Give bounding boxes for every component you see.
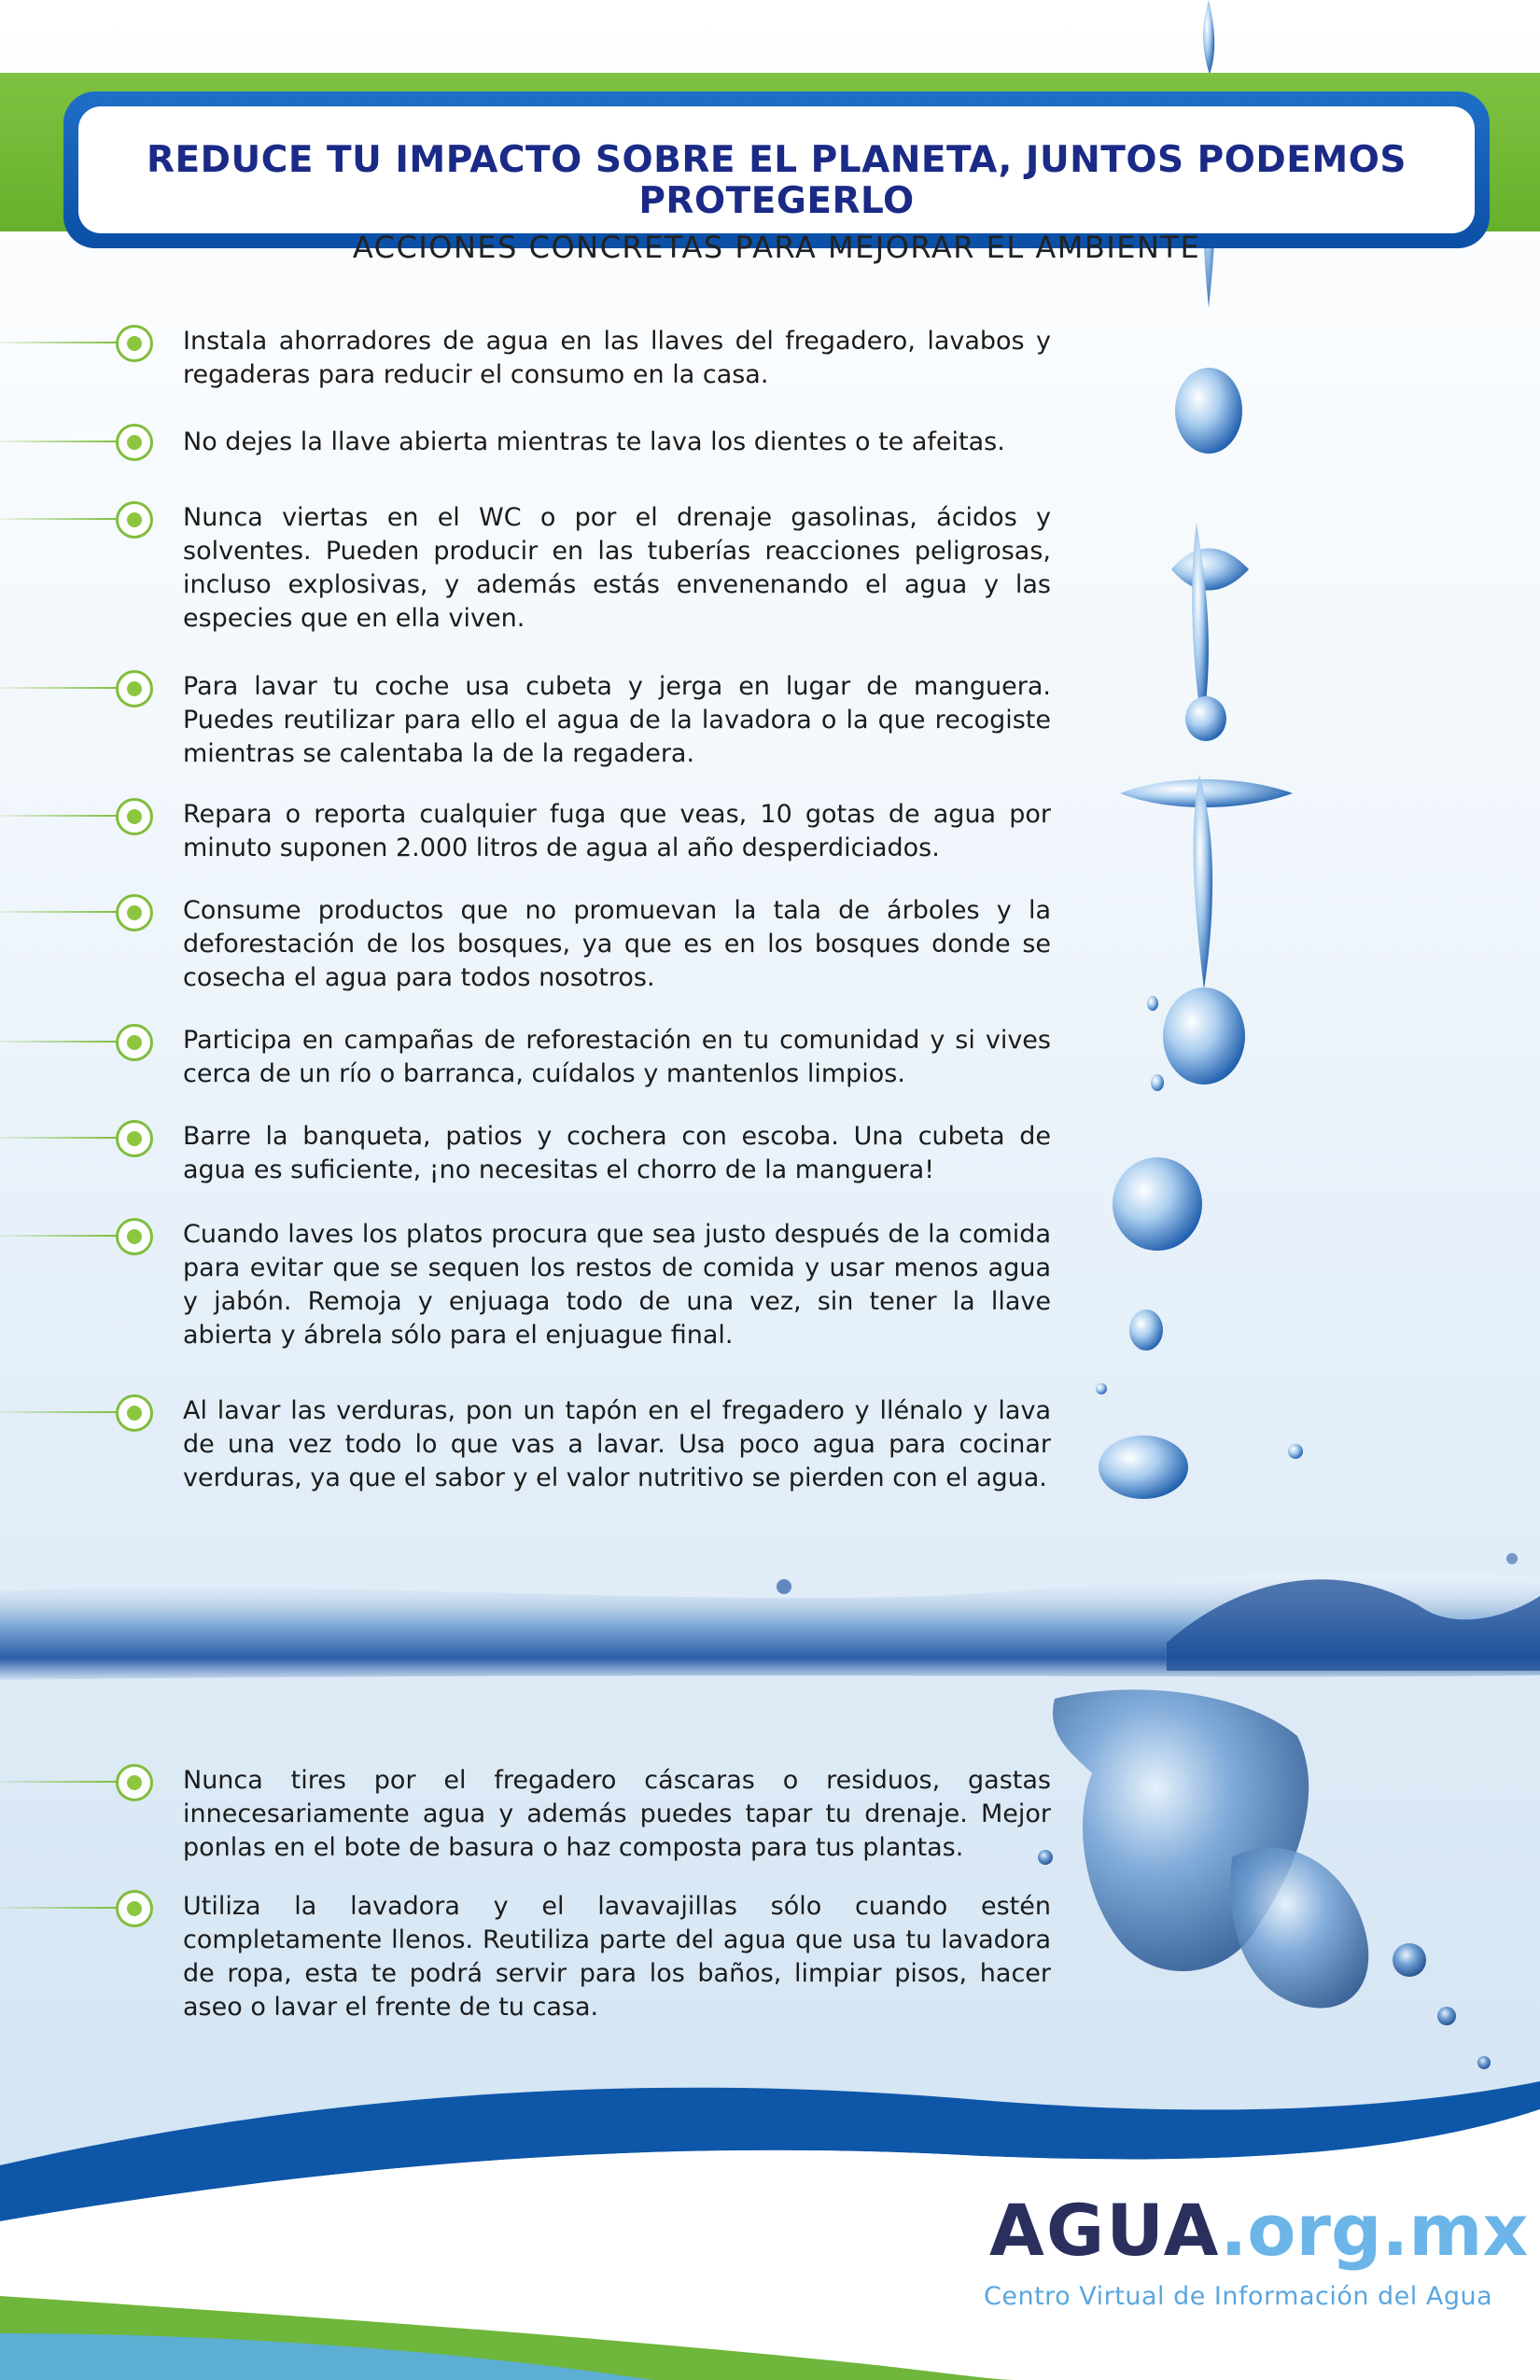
bullet-icon <box>116 1024 153 1061</box>
action-text: Nunca viertas en el WC o por el drenaje gasolinas, ácidos y solventes. Pueden producir en las tuberías reacciones peligrosas, incluso explosivas, y además estás envenenando el agua y las especies que en ella viven. <box>183 503 1051 633</box>
bullet-connector-line <box>0 1041 119 1043</box>
action-text: Para lavar tu coche usa cubeta y jerga en lugar de manguera. Puedes reutilizar para ello el agua de la lavadora o la que recogiste mientras se calentaba la de la regadera. <box>183 672 1051 768</box>
bullet-connector-line <box>0 441 119 442</box>
bullet-connector-line <box>0 1781 119 1783</box>
bullet-connector-line <box>0 815 119 817</box>
bullet-connector-line <box>0 911 119 913</box>
bullet-icon <box>116 325 153 362</box>
action-text: Nunca tires por el fregadero cáscaras o residuos, gastas innecesariamente agua y además puedes tapar tu drenaje. Mejor ponlas en el bote de basura o haz composta para tus plantas. <box>183 1766 1051 1862</box>
action-text: Barre la banqueta, patios y cochera con escoba. Una cubeta de agua es suficiente, ¡no necesitas el chorro de la manguera! <box>183 1122 1051 1184</box>
bullet-connector-line <box>0 342 119 343</box>
bullet-icon <box>116 1394 153 1432</box>
header-banner <box>63 91 1490 265</box>
bullet-connector-line <box>0 1137 119 1139</box>
logo-wordmark <box>989 2189 1528 2273</box>
logo-domain: .org.mx <box>1220 2189 1529 2272</box>
action-text: Cuando laves los platos procura que sea justo después de la comida para evitar que se sequen los restos de comida y usar menos agua y jabón. Remoja y enjuaga todo de una vez, sin tener la llave abierta y ábrela sólo para el enjuague final. <box>183 1220 1051 1350</box>
bullet-icon <box>116 1120 153 1157</box>
bullet-connector-line <box>0 687 119 689</box>
action-text: Participa en campañas de reforestación en tu comunidad y si vives cerca de un río o barranca, cuídalos y mantenlos limpios. <box>183 1026 1051 1088</box>
water-surface-illustration <box>0 1540 1540 1699</box>
bullet-connector-line <box>0 1411 119 1413</box>
bullet-connector-line <box>0 1907 119 1909</box>
bullet-icon <box>116 501 153 539</box>
header-panel <box>78 106 1475 265</box>
bullet-connector-line <box>0 518 119 520</box>
bullet-icon <box>116 1764 153 1801</box>
page-subtitle: ACCIONES CONCRETAS PARA MEJORAR EL AMBIENTE <box>352 230 1201 265</box>
agua-logo <box>980 2189 1529 2338</box>
action-text: Al lavar las verduras, pon un tapón en el fregadero y llénalo y lava de una vez todo lo que vas a lavar. Usa poco agua para cocinar verduras, ya que el sabor y el valor nutritivo se pierden con el agua. <box>183 1396 1051 1492</box>
action-text: Consume productos que no promuevan la tala de árboles y la deforestación de los bosques, ya que es en los bosques donde se cosecha el agua para todos nosotros. <box>183 896 1051 992</box>
bullet-icon <box>116 1890 153 1927</box>
action-text: Repara o reporta cualquier fuga que veas, 10 gotas de agua por minuto suponen 2.000 litros de agua al año desperdiciados. <box>183 800 1051 862</box>
bullet-icon <box>116 424 153 461</box>
action-text: No dejes la llave abierta mientras te lava los dientes o te afeitas. <box>183 427 1005 456</box>
logo-name: AGUA <box>989 2189 1221 2272</box>
action-text: Instala ahorradores de agua en las llaves del fregadero, lavabos y regaderas para reducir el consumo en la casa. <box>183 327 1051 389</box>
logo-tagline: Centro Virtual de Información del Agua <box>984 2282 1493 2311</box>
bullet-icon <box>116 1218 153 1255</box>
action-text: Utiliza la lavadora y el lavavajillas sólo cuando estén completamente llenos. Reutiliza parte del agua que usa tu lavadora de ropa, esta te podrá servir para los baños, limpiar pisos, hacer aseo o lavar el frente de tu casa. <box>183 1892 1051 2022</box>
page-title: REDUCE TU IMPACTO SOBRE EL PLANETA, JUNTOS PODEMOS PROTEGERLO <box>147 139 1407 222</box>
bullet-connector-line <box>0 1235 119 1237</box>
bullet-icon <box>116 798 153 835</box>
bullet-icon <box>116 670 153 707</box>
bullet-icon <box>116 894 153 931</box>
